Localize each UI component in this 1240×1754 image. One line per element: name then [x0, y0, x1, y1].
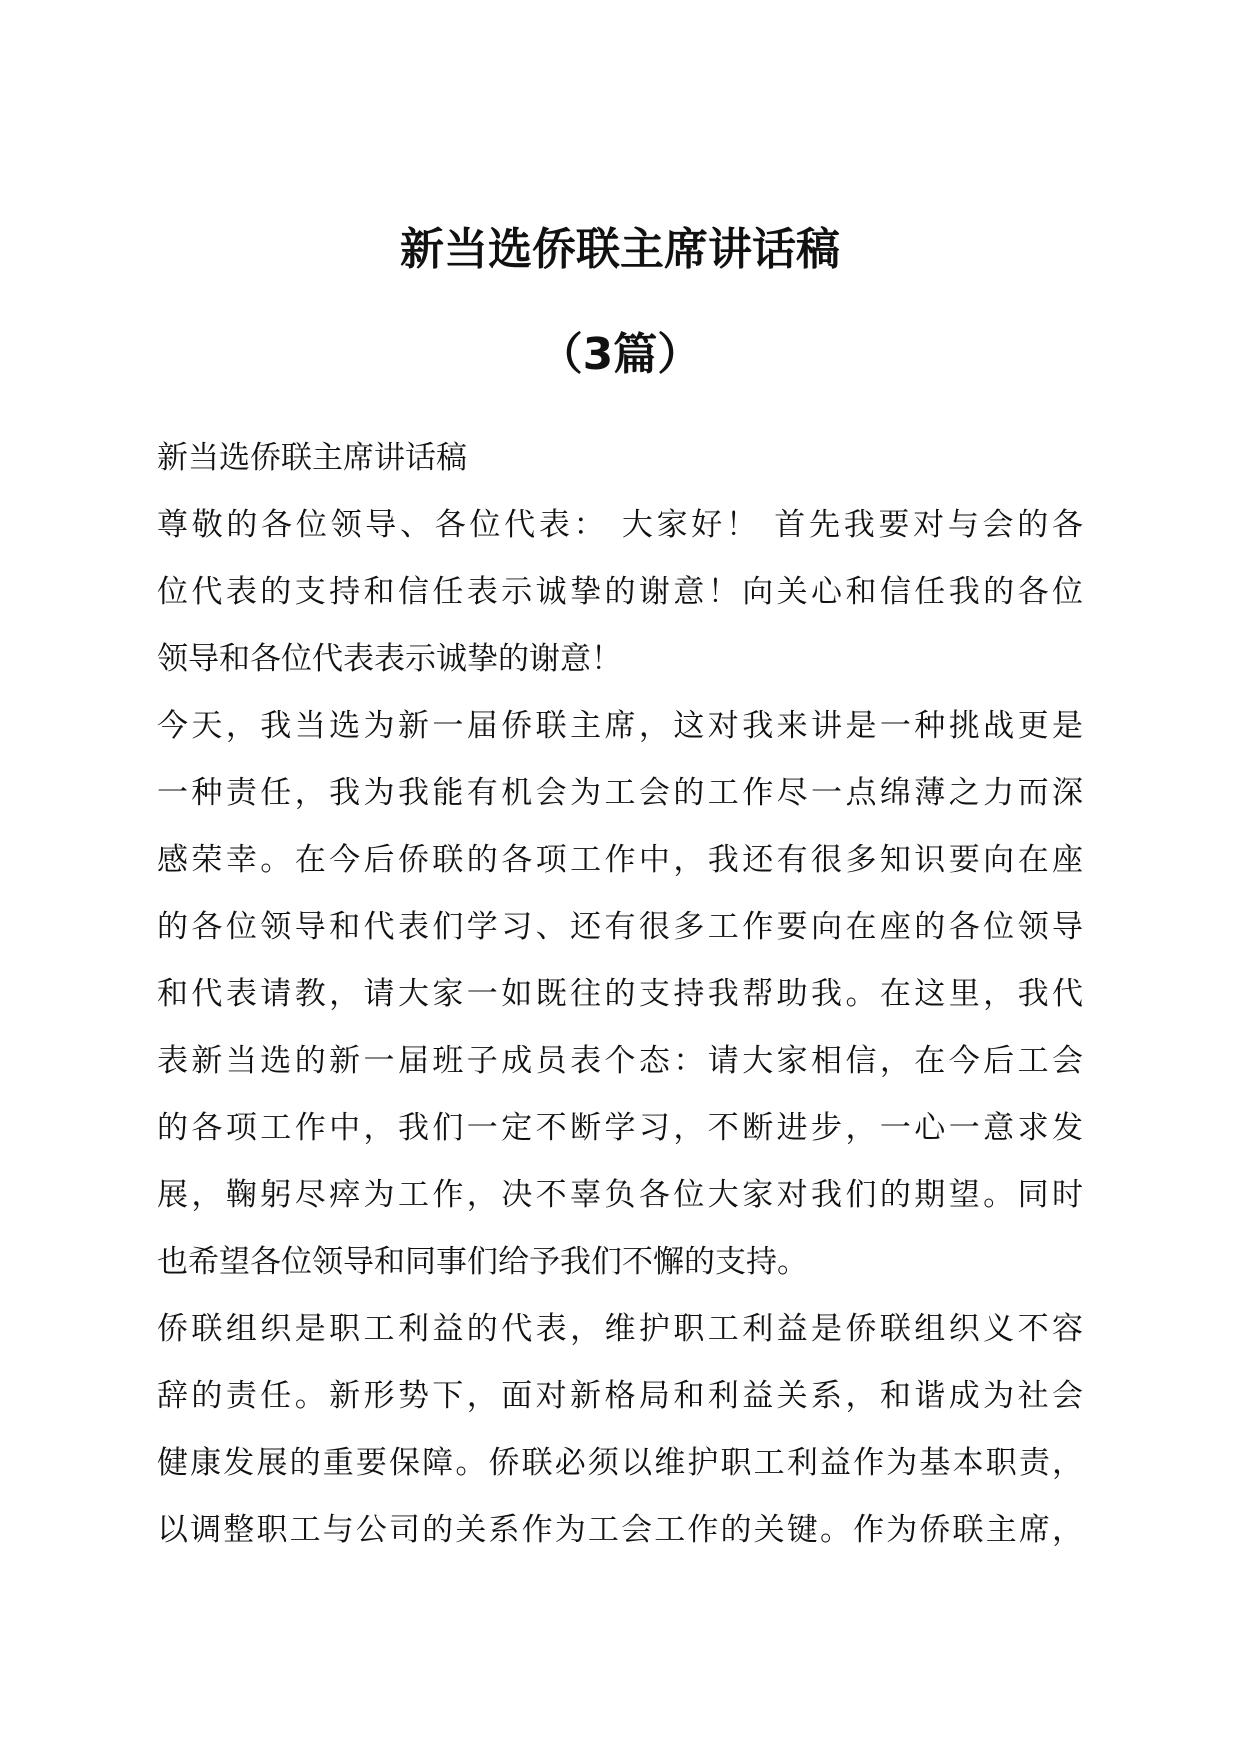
text-line: 新当选侨联主席讲话稿	[157, 440, 467, 476]
text-line: 的各项工作中，我们一定不断学习，不断进步，一心一意求发	[157, 1110, 1083, 1146]
document-body	[157, 425, 1083, 1564]
text-line: 表新当选的新一届班子成员表个态：请大家相信，在今后工会	[157, 1043, 1083, 1079]
text-line: 侨联组织是职工利益的代表，维护职工利益是侨联组织义不容	[157, 1311, 1083, 1347]
text-line: 尊敬的各位领导、各位代表： 大家好！ 首先我要对与会的各	[157, 507, 1083, 543]
text-line: 展，鞠躬尽瘁为工作，决不辜负各位大家对我们的期望。同时	[157, 1177, 1083, 1213]
text-line: 也希望各位领导和同事们给予我们不懈的支持。	[157, 1244, 808, 1280]
text-line: 以调整职工与公司的关系作为工会工作的关键。作为侨联主席，	[157, 1512, 1083, 1548]
text-line: 一种责任，我为我能有机会为工会的工作尽一点绵薄之力而深	[157, 775, 1083, 811]
text-line: 今天，我当选为新一届侨联主席，这对我来讲是一种挑战更是	[157, 708, 1083, 744]
text-line: 和代表请教，请大家一如既往的支持我帮助我。在这里，我代	[157, 976, 1083, 1012]
text-line: 位代表的支持和信任表示诚挚的谢意！向关心和信任我的各位	[157, 574, 1083, 610]
text-line: 领导和各位代表表示诚挚的谢意！	[157, 641, 622, 677]
document-title: 新当选侨联主席讲话稿	[400, 224, 840, 275]
text-line: 的各位领导和代表们学习、还有很多工作要向在座的各位领导	[157, 909, 1083, 945]
text-line: 感荣幸。在今后侨联的各项工作中，我还有很多知识要向在座	[157, 842, 1083, 878]
text-line: 健康发展的重要保障。侨联必须以维护职工利益作为基本职责，	[157, 1445, 1083, 1481]
document-subtitle: （3篇）	[538, 329, 702, 380]
text-line: 辞的责任。新形势下，面对新格局和利益关系，和谐成为社会	[157, 1378, 1083, 1414]
